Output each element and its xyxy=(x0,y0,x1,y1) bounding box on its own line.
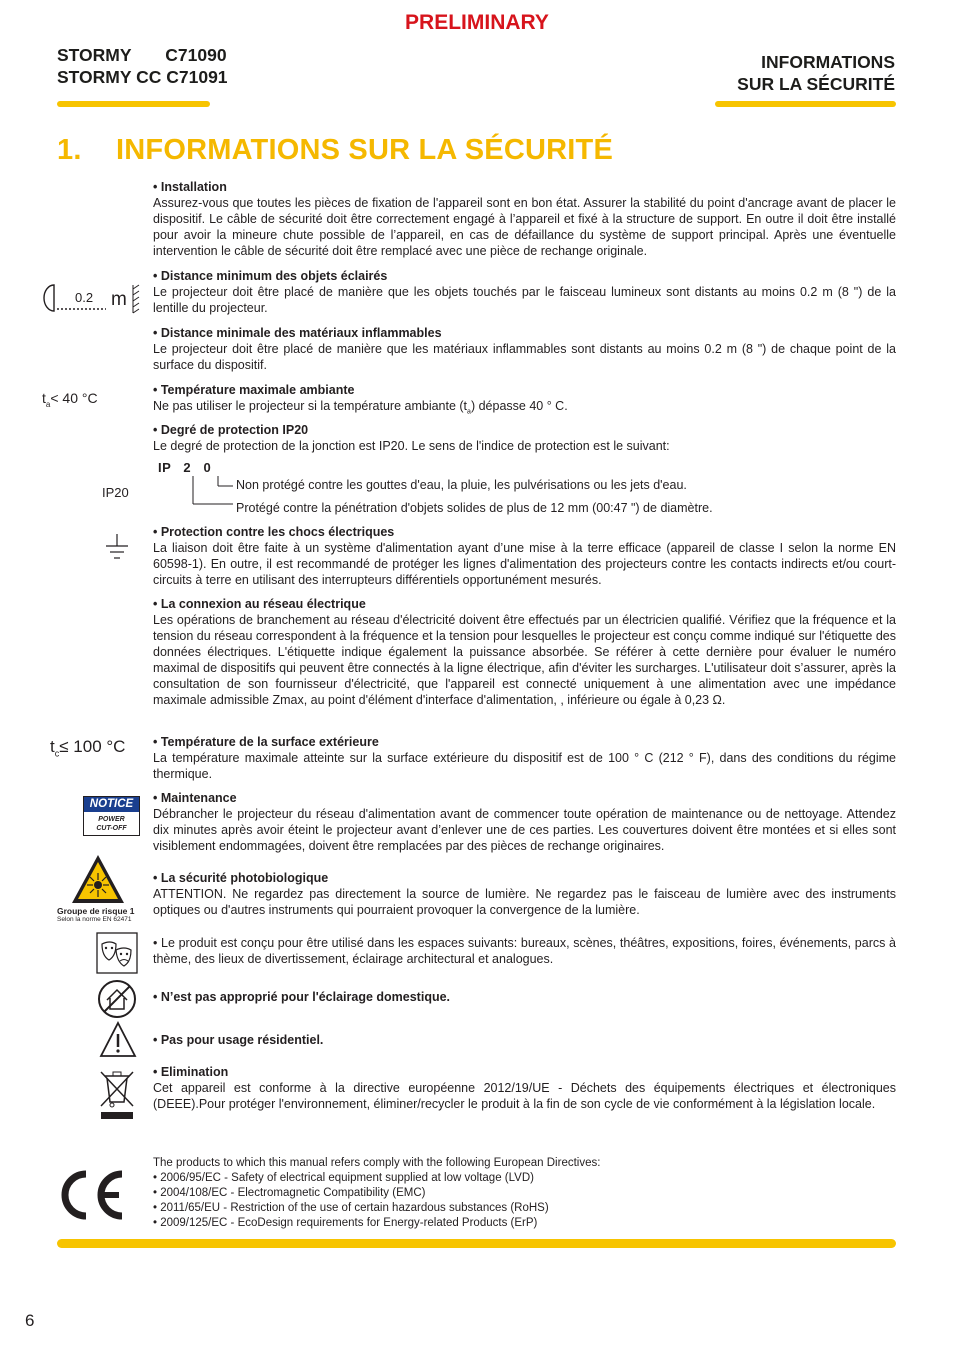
section-body: Débrancher le projecteur du réseau d'alimentation avant de commencer toute opération de maintenance ou de nettoyage. Attendez dix minutes après avoir éteint le projecteur avant d’enlever une de ces parties. Les couvertures doivent être montées et si elles sont visiblement endommagées, doivent être remplacées par des pièces de rechange originaires. xyxy=(153,807,896,853)
section-heading: • Distance minimale des matériaux inflammables xyxy=(153,326,442,340)
ip-code: IP 2 0 xyxy=(158,460,212,475)
section-body: Assurez-vous que toutes les pièces de fixation de l'appareil sont en bon état. Assurer la stabilité du point d'ancrage avant de placer le dispositif. Le câble de sécurité doit être correctement engagé à l’appareil et fixé à la structure de support. En outre il doit être installé pour avoir la mineure chute possible de l’appareil, en cas de défaillance du système de support principal. Après une éventuelle intervention le câble de sécurité doit être remplacé avec une pièce de rechange originale. xyxy=(153,196,896,258)
section-heading: • Distance minimum des objets éclairés xyxy=(153,269,388,283)
risk-norm-label: Selon la norme EN 62471 xyxy=(57,916,132,923)
section-heading: • Température de la surface extérieure xyxy=(153,735,379,749)
ip-second-digit-text: Non protégé contre les gouttes d'eau, la pluie, les pulvérisations ou les jets d'eau. xyxy=(236,478,687,492)
product-names xyxy=(57,44,228,88)
risk-group-label: Groupe de risque 1 xyxy=(57,906,135,916)
section-intended-use xyxy=(153,935,896,967)
section-photobiological xyxy=(153,870,896,918)
directives-block xyxy=(153,1156,600,1231)
title-text: INFORMATIONS SUR LA SÉCURITÉ xyxy=(116,134,613,166)
directive-item: • 2011/65/EU - Restriction of the use of certain hazardous substances (RoHS) xyxy=(153,1202,549,1214)
section-body: Le projecteur doit être placé de manière que les matériaux inflammables sont distants au moins 0.2 m (8 ") de chaque point de la surface du dispositif. xyxy=(153,342,896,372)
directives-intro: The products to which this manual refers comply with the following European Directives: xyxy=(153,1157,601,1169)
warning-icon xyxy=(99,1021,137,1059)
section-not-residential xyxy=(153,1032,896,1048)
title-number: 1. xyxy=(57,134,82,166)
section-heading: • Degré de protection IP20 xyxy=(153,423,309,437)
notice-title: NOTICE xyxy=(84,797,139,812)
notice-icon xyxy=(83,796,140,836)
footer-bar xyxy=(57,1239,896,1248)
section-distance-objects xyxy=(153,268,896,316)
section-header-line-2: SUR LA SÉCURITÉ xyxy=(737,74,895,94)
distance-unit: m xyxy=(111,289,127,310)
directive-item: • 2006/95/EC - Safety of electrical equipment supplied at low voltage (LVD) xyxy=(153,1172,534,1184)
surface-temp-label: $t_c\le 100$ °C xyxy=(50,737,126,759)
laser-warning-icon xyxy=(70,853,126,905)
section-maintenance xyxy=(153,790,896,854)
section-heading: • Maintenance xyxy=(153,791,237,805)
product-line-2: STORMY CC C71091 xyxy=(57,67,228,87)
ce-mark-icon xyxy=(55,1168,127,1222)
section-body: • Le produit est conçu pour être utilisé dans les espaces suivants: bureaux, scènes, théâtres, expositions, foires, événements, parcs à thème, des lieux de divertissement, éclairage architectural et analogues. xyxy=(153,936,896,966)
notice-line-1: POWER xyxy=(98,816,125,823)
section-body: Cet appareil est conforme à la directive européenne 2012/19/UE - Déchets des équipements électriques et électroniques (DEEE).Pour protéger l'environnement, éliminer/recycler le produit à la fin de son cycle de vie conformément à la législation locale. xyxy=(153,1081,896,1111)
section-distance-flammable xyxy=(153,325,896,373)
section-heading: • Protection contre les chocs électriques xyxy=(153,525,395,539)
section-body: La liaison doit être faite à un système d'alimentation ayant d’une mise à la terre efficace (appareil de classe I selon la norme EN 60598-1). En outre, il est recommandé de protéger les lignes d'alimentation des projecteurs contre les contacts indirects et/ou court-circuits à terre en utilisant des interrupteurs différentiels opportunément mesurés. xyxy=(153,541,896,587)
section-heading: • La sécurité photobiologique xyxy=(153,871,329,885)
section-body: Les opérations de branchement au réseau d'électricité doivent être effectués par un électricien qualifié. Vérifiez que la fréquence et la tension du réseau correspondent à la fréquence et la tension pour lesquelles le projecteur est conçu comme indiqué sur l'étiquette des données électriques. L'étiquette indique également la puissance absorbée. Se référer à cette dernière pour évaluer le numéro maximal de dispositifs qui peuvent être connectés à la ligne électrique, afin d'éviter les surcharges. L'utilisateur doit s’assurer, après la consultation de son fournisseur d'électricité, que l'appareil est connecté uniquement à une alimentation avec une impédance maximale admissible Zmax, au point d'élément d'interface d'alimentation, , inférieure ou égale à 0,23 Ω. xyxy=(153,613,896,707)
section-mains-connection xyxy=(153,596,896,708)
directive-item: • 2004/108/EC - Electromagnetic Compatibility (EMC) xyxy=(153,1187,426,1199)
ip-icon-label: IP20 xyxy=(102,485,129,500)
header-right-bar xyxy=(715,101,896,107)
section-ip-rating xyxy=(153,422,896,518)
weee-bin-icon xyxy=(97,1066,137,1122)
ground-icon xyxy=(104,534,130,564)
section-not-domestic xyxy=(153,989,896,1005)
section-body: Ne pas utiliser le projecteur si la température ambiante $(t_a)$ dépasse 40 ° C. xyxy=(153,399,568,416)
section-body: Le degré de protection de la jonction est IP20. Le sens de l'indice de protection est le suivant: xyxy=(153,439,670,453)
ambient-temp-label: $t_a< 40$ °C xyxy=(42,390,98,409)
header-left-bar xyxy=(57,101,210,107)
no-domestic-icon xyxy=(96,978,138,1020)
notice-line-2: CUT-OFF xyxy=(96,825,127,832)
section-heading: • Pas pour usage résidentiel. xyxy=(153,1033,324,1047)
section-heading: • Elimination xyxy=(153,1065,229,1079)
section-heading: • N’est pas approprié pour l'éclairage domestique. xyxy=(153,990,451,1004)
section-installation xyxy=(153,179,896,259)
page-number: 6 xyxy=(25,1311,35,1330)
distance-value: 0.2 xyxy=(75,290,94,305)
section-disposal xyxy=(153,1064,896,1112)
ip-legend-lines xyxy=(191,476,235,510)
page-title xyxy=(57,134,613,167)
section-body: Le projecteur doit être placé de manière que les objets touchés par le faisceau lumineux sont distants au moins 0.2 m (8 ") de la lentille du projecteur. xyxy=(153,285,896,315)
directive-item: • 2009/125/EC - EcoDesign requirements for Energy-related Products (ErP) xyxy=(153,1217,538,1229)
section-heading: • La connexion au réseau électrique xyxy=(153,597,366,611)
theatre-icon xyxy=(96,932,138,974)
section-body: ATTENTION. Ne regardez pas directement la source de lumière. Ne regardez pas le faisceau de lumière avec des instruments optiques ou d'autres instruments qui pourraient provoquer la convergence de la lumière. xyxy=(153,887,896,917)
section-surface-temp xyxy=(153,734,896,782)
section-heading: • Installation xyxy=(153,180,227,194)
product-line-1: STORMY C71090 xyxy=(57,45,227,65)
section-heading: • Température maximale ambiante xyxy=(153,383,355,397)
section-header-line-1: INFORMATIONS xyxy=(761,52,895,72)
section-body: La température maximale atteinte sur la surface extérieure du dispositif est de 100 ° C (212 ° F), dans des conditions du régime thermique. xyxy=(153,751,896,781)
section-header xyxy=(737,51,895,95)
section-electric-shock xyxy=(153,524,896,588)
preliminary-label: PRELIMINARY xyxy=(405,11,549,34)
section-ambient-temp xyxy=(153,382,896,421)
ip-first-digit-text: Protégé contre la pénétration d'objets solides de plus de 12 mm (00:47 ") de diamètre. xyxy=(236,501,713,515)
